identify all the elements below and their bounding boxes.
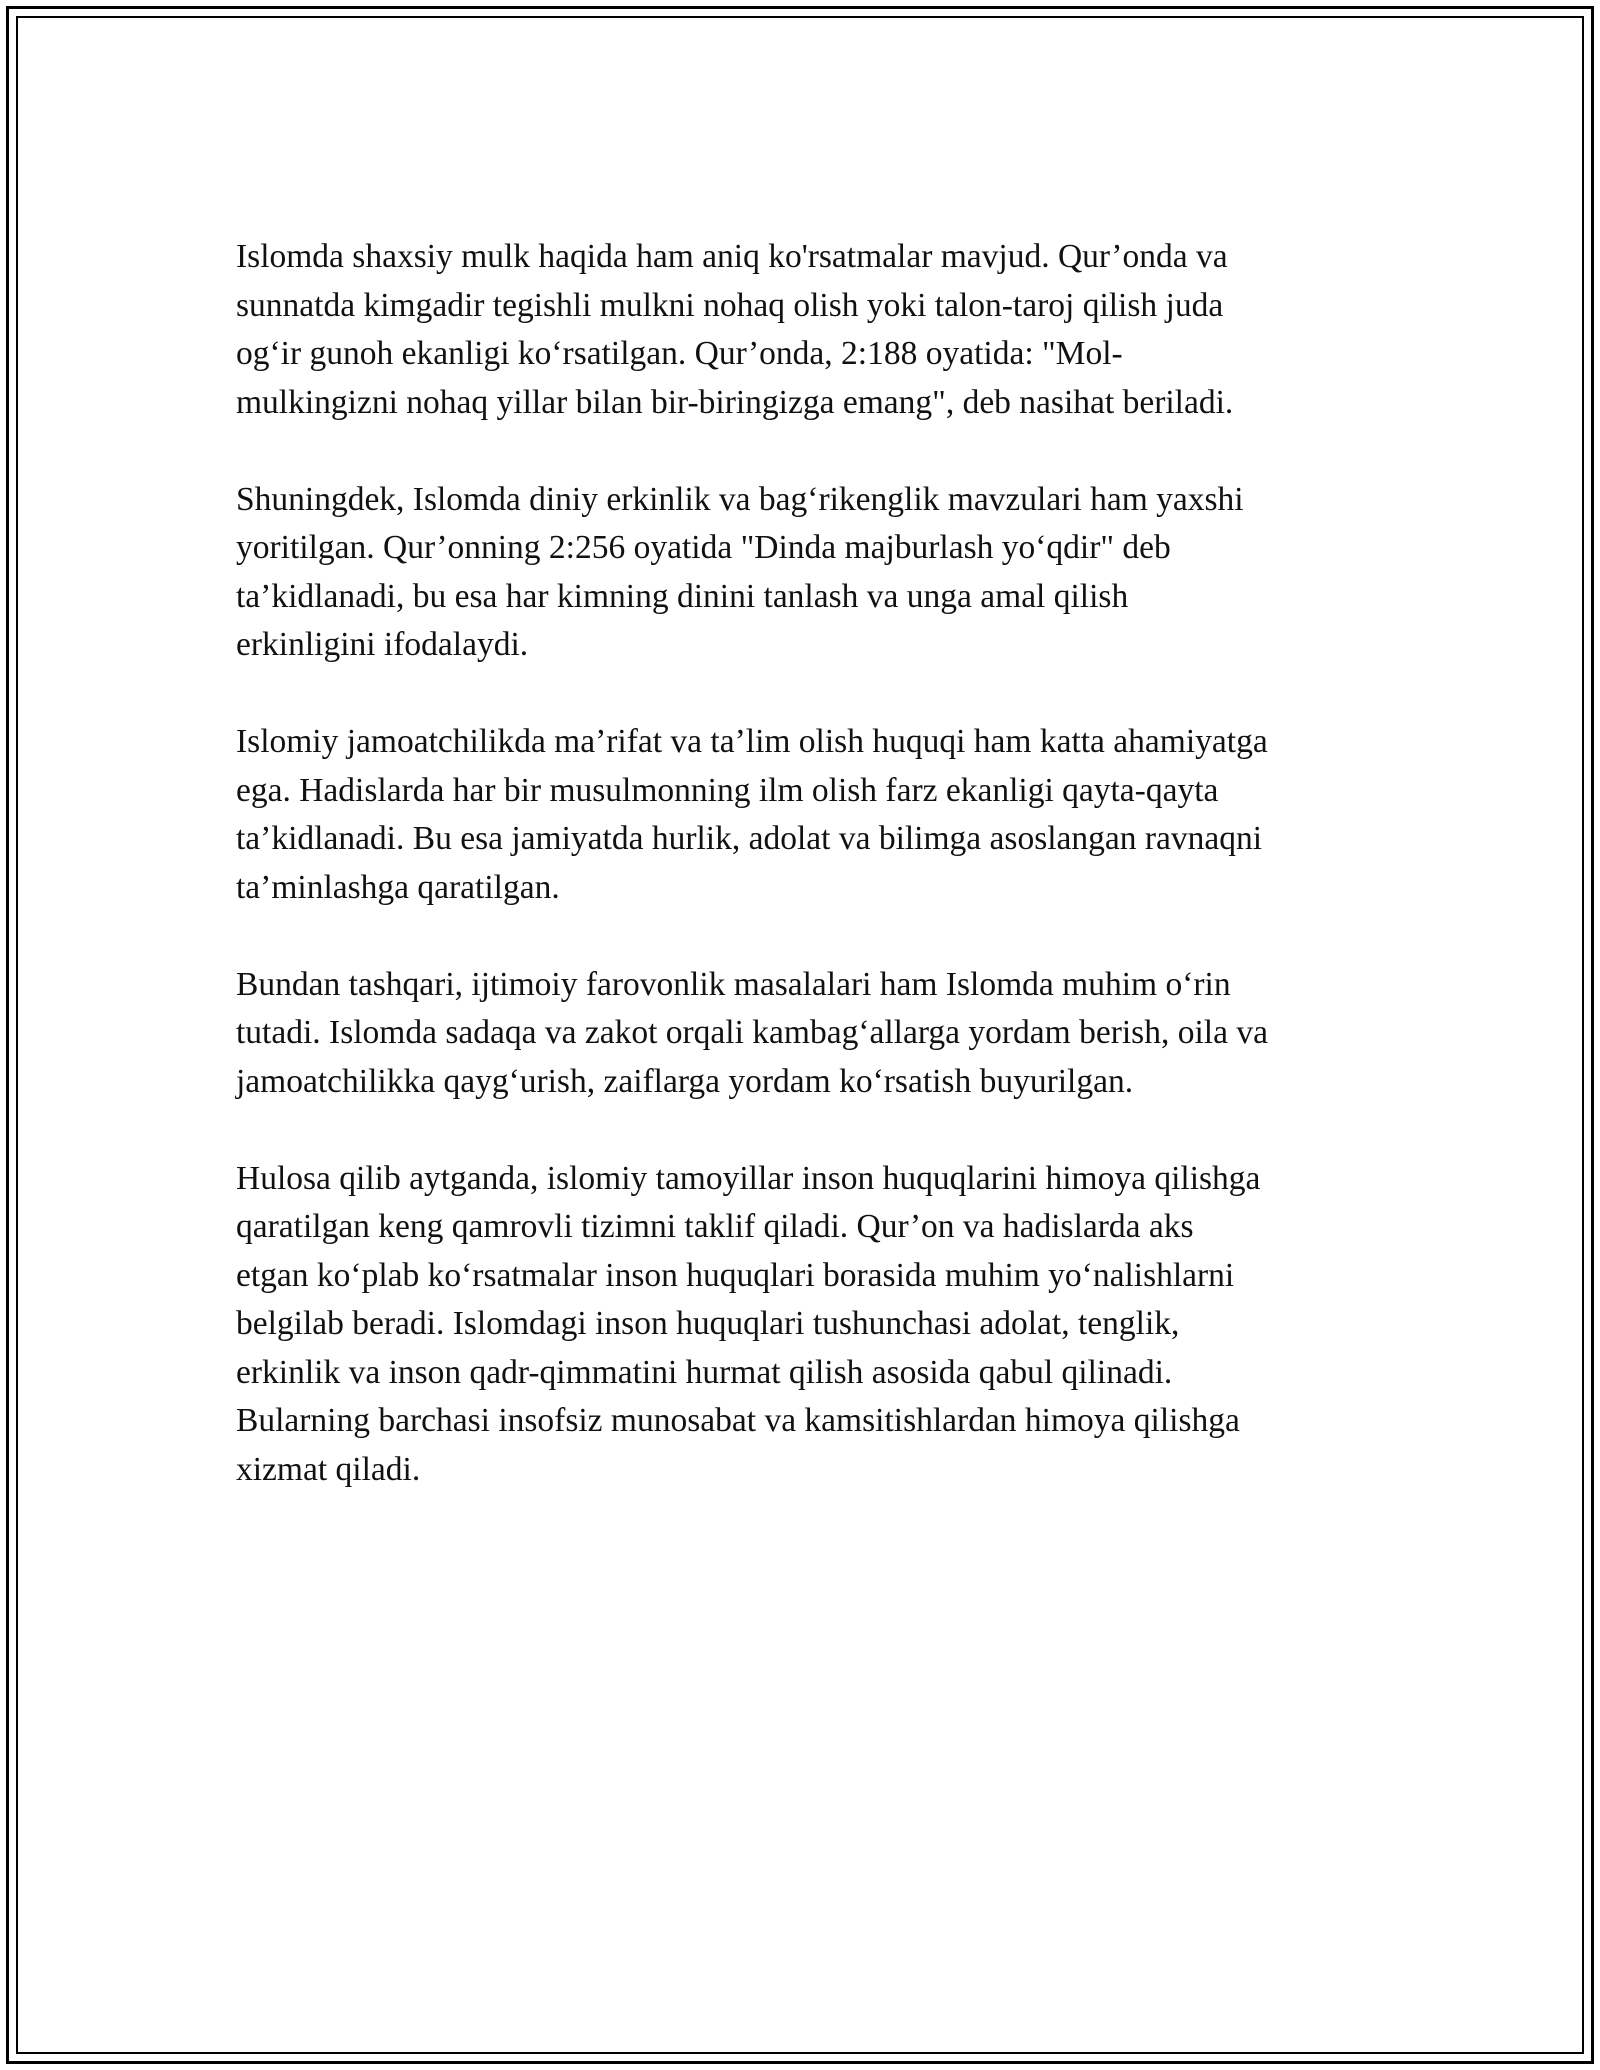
text-line: Bularning barchasi insofsiz munosabat va kamsitishlardan himoya qilishga <box>236 1402 1240 1439</box>
text-line: xizmat qiladi. <box>236 1450 421 1488</box>
text-line: sunnatda kimgadir tegishli mulkni nohaq olish yoki talon-taroj qilish juda <box>236 286 1224 324</box>
text-line: erkinlik va inson qadr-qimmatini hurmat qilish asosida qabul qilinadi. <box>236 1353 1173 1391</box>
text-line: ta’minlashga qaratilgan. <box>236 868 560 906</box>
text-line: Islomiy jamoatchilikda ma’rifat va ta’lim olish huquqi ham katta ahamiyatga <box>236 723 1268 760</box>
paragraph-social-welfare <box>236 961 1396 1107</box>
paragraph-religious-freedom <box>236 476 1396 670</box>
text-line: erkinligini ifodalaydi. <box>236 626 529 663</box>
text-line: Hulosa qilib aytganda, islomiy tamoyillar inson huquqlarini himoya qilishga <box>236 1159 1261 1197</box>
text-line: Bundan tashqari, ijtimoiy farovonlik masalalari ham Islomda muhim o‘rin <box>236 965 1231 1003</box>
text-line: Islomda shaxsiy mulk haqida ham aniq ko'rsatmalar mavjud. Qur’onda va <box>236 238 1228 275</box>
paragraph-private-property <box>236 233 1396 427</box>
text-line: tutadi. Islomda sadaqa va zakot orqali kambag‘allarga yordam berish, oila va <box>236 1014 1268 1051</box>
text-line: yoritilgan. Qur’onning 2:256 oyatida "Dinda majburlash yo‘qdir" deb <box>236 529 1171 566</box>
text-line: jamoatchilikka qayg‘urish, zaiflarga yordam ko‘rsatish buyurilgan. <box>236 1062 1134 1100</box>
text-line: ta’kidlanadi. Bu esa jamiyatda hurlik, adolat va bilimga asoslangan ravnaqni <box>236 820 1263 857</box>
document-body <box>236 233 1396 1543</box>
text-line: ta’kidlanadi, bu esa har kimning dinini tanlash va unga amal qilish <box>236 577 1129 615</box>
text-line: og‘ir gunoh ekanligi ko‘rsatilgan. Qur’onda, 2:188 oyatida: "Mol- <box>236 335 1123 372</box>
text-line: qaratilgan keng qamrovli tizimni taklif qiladi. Qur’on va hadislarda aks <box>236 1208 1194 1245</box>
text-line: ega. Hadislarda har bir musulmonning ilm olish farz ekanligi qayta-qayta <box>236 771 1219 809</box>
text-line: belgilab beradi. Islomdagi inson huquqlari tushunchasi adolat, tenglik, <box>236 1305 1180 1342</box>
text-line: Shuningdek, Islomda diniy erkinlik va bag‘rikenglik mavzulari ham yaxshi <box>236 480 1244 518</box>
paragraph-education <box>236 718 1396 912</box>
text-line: mulkingizni nohaq yillar bilan bir-biringizga emang", deb nasihat beriladi. <box>236 383 1234 421</box>
text-line: etgan ko‘plab ko‘rsatmalar inson huquqlari borasida muhim yo‘nalishlarni <box>236 1256 1235 1294</box>
paragraph-conclusion <box>236 1155 1396 1495</box>
